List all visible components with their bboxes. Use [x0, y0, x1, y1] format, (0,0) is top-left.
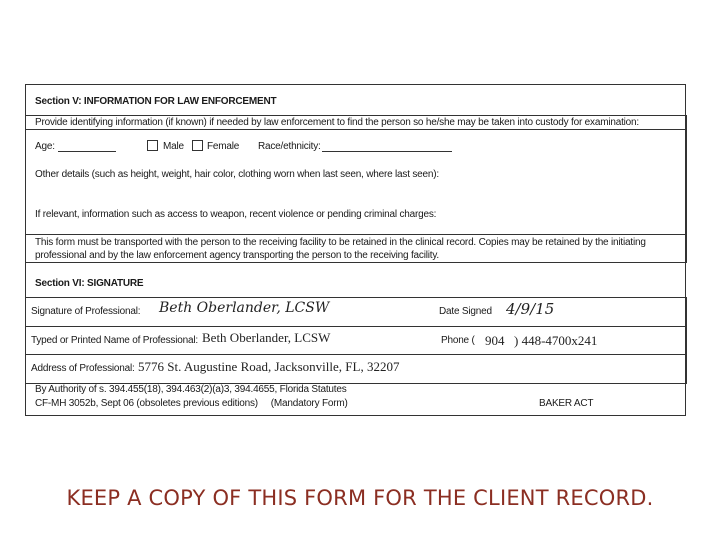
race-field[interactable] — [322, 151, 452, 152]
female-checkbox[interactable] — [192, 140, 203, 151]
instruction-text: Provide identifying information (if known) if needed by law enforcement to find the person so he/she may be taken into custody for examination: — [35, 117, 639, 128]
age-label: Age: — [35, 141, 55, 152]
section-v-title: Section V: INFORMATION FOR LAW ENFORCEMENT — [35, 96, 277, 107]
age-field[interactable] — [58, 151, 116, 152]
race-label: Race/ethnicity: — [258, 141, 321, 152]
divider — [26, 129, 686, 130]
printed-name-value: Beth Oberlander, LCSW — [202, 330, 331, 345]
female-label: Female — [207, 141, 240, 152]
divider — [26, 234, 686, 235]
phone-label: Phone ( — [441, 335, 475, 346]
phone-number: ) 448-4700x241 — [514, 333, 598, 348]
transport-note-line1: This form must be transported with the person to the receiving facility to be retained in the clinical record. Copies may be retained by the initiating — [35, 237, 646, 248]
printed-name-label: Typed or Printed Name of Professional: — [31, 335, 198, 346]
baker-act-label: BAKER ACT — [539, 398, 594, 409]
transport-note-line2: professional and by the law enforcement agency transporting the person to the receiving facility. — [35, 250, 439, 261]
address-value: 5776 St. Augustine Road, Jacksonville, FL, 32207 — [138, 359, 400, 374]
male-label: Male — [163, 141, 184, 152]
address-label: Address of Professional: — [31, 363, 135, 374]
statute-authority: By Authority of s. 394.455(18), 394.463(2)(a)3, 394.4655, Florida Statutes — [35, 384, 347, 395]
phone-area-code: 904 — [485, 333, 505, 348]
relevant-info-label: If relevant, information such as access to weapon, recent violence or pending criminal charges: — [35, 209, 437, 220]
date-signed-label: Date Signed — [439, 306, 492, 317]
divider — [26, 354, 686, 355]
signature-label: Signature of Professional: — [31, 306, 141, 317]
form-identifier: CF-MH 3052b, Sept 06 (obsoletes previous editions) (Mandatory Form) — [35, 398, 348, 409]
date-signed-value: 4/9/15 — [506, 300, 555, 318]
client-record-banner: KEEP A COPY OF THIS FORM FOR THE CLIENT RECORD. — [66, 486, 654, 510]
male-checkbox[interactable] — [147, 140, 158, 151]
other-details-label: Other details (such as height, weight, hair color, clothing worn when last seen, where last seen): — [35, 169, 439, 180]
signature: Beth Oberlander, LCSW — [159, 300, 330, 316]
section-vi-title: Section VI: SIGNATURE — [35, 278, 144, 289]
divider — [26, 326, 686, 327]
law-enforcement-form — [25, 84, 686, 416]
